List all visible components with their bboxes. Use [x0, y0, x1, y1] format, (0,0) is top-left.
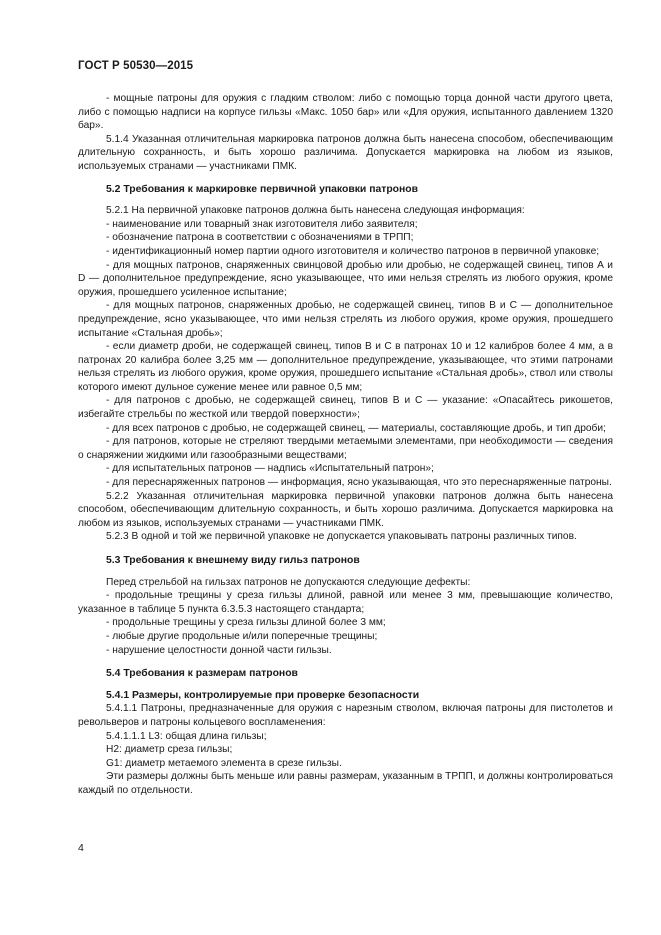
- section-heading: 5.2 Требования к маркировке первичной упаковки патронов: [106, 183, 419, 195]
- list-item: - для всех патронов с дробью, не содержащей свинец, — материалы, составляющие дробь, и тип дроби;: [106, 422, 606, 434]
- paragraph: H2: диаметр среза гильзы;: [106, 744, 233, 756]
- paragraph: Эти размеры должны быть меньше или равны размерам, указанным в ТРПП, и должны контролироваться каждый по отдельности.: [78, 771, 613, 796]
- paragraph: G1: диаметр метаемого элемента в срезе гильзы.: [106, 757, 342, 769]
- list-item: - обозначение патрона в соответствии с обозначениями в ТРПП;: [106, 232, 414, 244]
- paragraph: 5.4.1.1 Патроны, предназначенные для оружия с нарезным стволом, включая патроны для пистолетов и револьверов и патроны кольцевого воспламенения:: [78, 703, 613, 728]
- list-item: - продольные трещины у среза гильзы длиной, равной или менее 3 мм, превышающие количество, указанное в таблице 5 пункта 6.3.5.3 настоящего стандарта;: [78, 590, 613, 615]
- list-item: - для патронов, которые не стреляют твердыми метаемыми элементами, при необходимости — сведения о снаряжении жидкими или газообразными веществами;: [78, 436, 613, 461]
- paragraph: 5.2.3 В одной и той же первичной упаковке не допускается упаковывать патроны различных типов.: [106, 531, 577, 543]
- list-item: - наименование или товарный знак изготовителя либо заявителя;: [106, 218, 418, 230]
- section-heading: 5.4 Требования к размерам патронов: [106, 668, 298, 680]
- list-item: - для патронов с дробью, не содержащей свинец, типов В и С — указание: «Опасайтесь рикошетов, избегайте стрельбы по жесткой или твердой поверхности»;: [78, 395, 613, 421]
- section-heading: 5.3 Требования к внешнему виду гильз патронов: [106, 555, 360, 566]
- document-header: ГОСТ Р 50530—2015: [78, 60, 194, 72]
- list-item: - идентификационный номер партии одного изготовителя и количество патронов в первичной упаковке;: [106, 245, 600, 257]
- list-item: - для мощных патронов, снаряженных дробью, не содержащей свинец, типов В и С — дополнительное предупреждение, ясно указывающее, что ими нельзя стрелять из любого оружия, кроме оружия, прошедшего испытание «Стальная дробь»;: [78, 300, 613, 339]
- list-item: - для мощных патронов, снаряженных свинцовой дробью или дробью, не содержащей свинец, типов А и D — дополнительное предупреждение, ясно указывающее, что ими нельзя стрелять из любого оружия, кроме оружия, прошедшего усиленное испытание;: [78, 259, 613, 298]
- document-body: [78, 92, 613, 798]
- paragraph: Перед стрельбой на гильзах патронов не допускаются следующие дефекты:: [106, 576, 471, 588]
- list-item: - продольные трещины у среза гильзы длиной более 3 мм;: [106, 617, 386, 629]
- page-number: 4: [78, 842, 84, 854]
- subsection-heading: 5.4.1 Размеры, контролируемые при проверке безопасности: [106, 689, 420, 701]
- paragraph: 5.2.2 Указанная отличительная маркировка первичной упаковки патронов должна быть нанесена способом, обеспечивающим длительную сохранность, и быть хорошо различима. Допускается маркировка на любом из языков, используемых странами — участниками ПМК.: [78, 490, 613, 529]
- list-item: - нарушение целостности донной части гильзы.: [106, 644, 332, 656]
- list-item: - для испытательных патронов — надпись «Испытательный патрон»;: [106, 463, 434, 475]
- list-item: - если диаметр дроби, не содержащей свинец, типов В и С в патронах 10 и 12 калибров более 4 мм, а в патронах 20 калибра более 3,25 мм — дополнительное предупреждение, указывающее, что этими патронами нельзя стрелять из любого оружия, кроме оружия, прошедшего испытание «Стальная дробь», ствол или стволы которого имеют дульное сужение менее или равное 0,5 мм;: [78, 341, 613, 393]
- paragraph: 5.1.4 Указанная отличительная маркировка патронов должна быть нанесена способом, обеспечивающим длительную сохранность, и быть хорошо различима. Допускается маркировка на любом из языков, используемых странами — участниками ПМК.: [78, 133, 613, 172]
- list-item: - для переснаряженных патронов — информация, ясно указывающая, что это переснаряженные патроны.: [106, 477, 612, 489]
- paragraph: 5.4.1.1.1 L3: общая длина гильзы;: [106, 730, 267, 742]
- paragraph: 5.2.1 На первичной упаковке патронов должна быть нанесена следующая информация:: [106, 205, 525, 217]
- list-item: - любые другие продольные и/или поперечные трещины;: [106, 630, 378, 642]
- paragraph: - мощные патроны для оружия с гладким стволом: либо с помощью торца донной части другого цвета, либо с помощью надписи на корпусе гильзы «Макс. 1050 бар» или «Для оружия, испытанного давлением 1320 бар».: [78, 93, 613, 132]
